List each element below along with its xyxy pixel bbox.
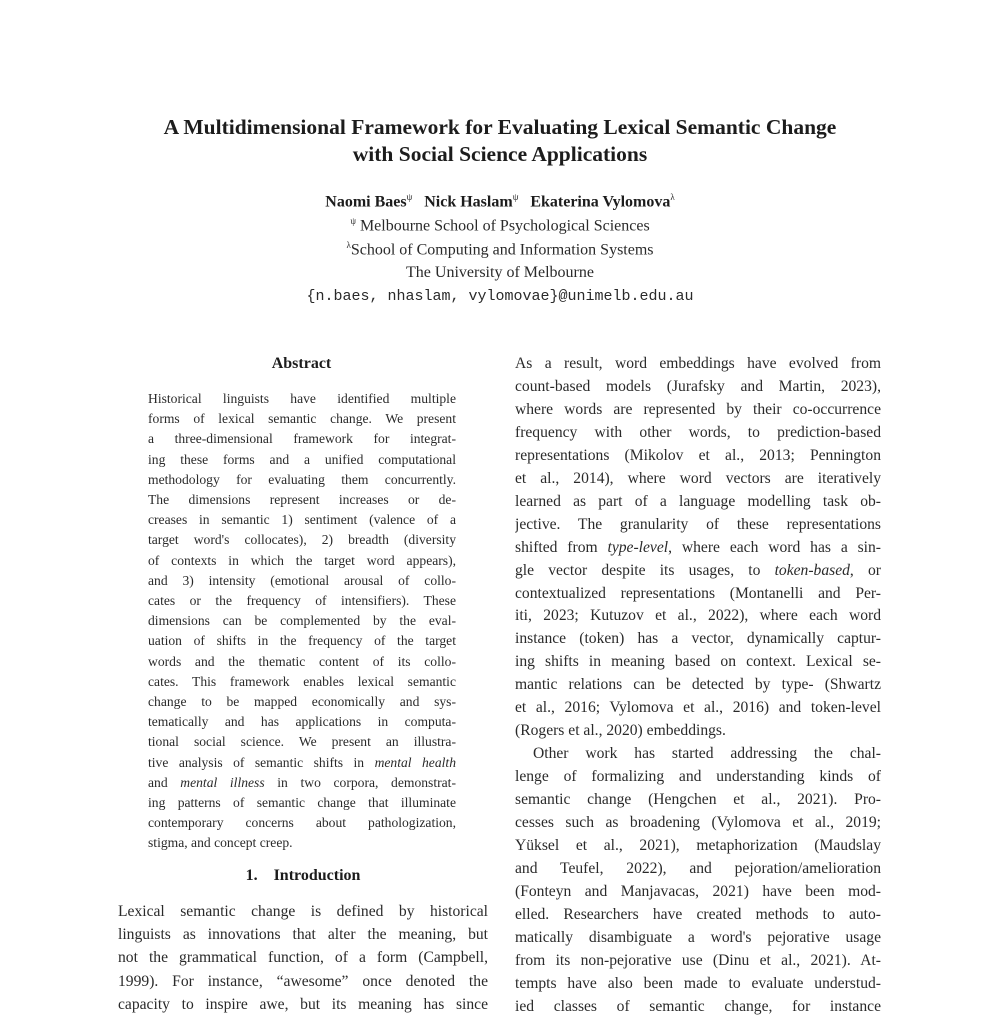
text-line: 1999). For instance, “awesome” once denoted the [118,972,488,990]
text-line: and 3) intensity (emotional arousal of collo- [148,572,456,588]
text-line: lenge of formalizing and understanding kinds of [515,768,881,786]
affiliation-1 [0,216,1000,235]
text-line: As a result, word embeddings have evolved from [515,355,881,372]
text-line: and Teufel, 2022), and pejoration/amelioration [515,859,881,877]
text-line: forms of lexical semantic change. We present [148,411,456,427]
text-line: et al., 2016; Vylomova et al., 2016) and token-level [515,699,881,717]
affiliation-2 [0,240,1000,259]
author-name: Nick Haslam [424,193,513,211]
text-segment: gle vector despite its usages, to [515,561,775,579]
author-name: Ekaterina Vylomova [530,193,671,211]
affiliation-mark: λ [346,240,351,250]
text-line: words and the thematic content of its collo- [148,653,456,669]
text-line: (Fonteyn and Manjavacas, 2021) have been mod- [515,882,881,900]
text-line: learned as part of a language modelling task ob- [515,492,881,510]
text-line: target word's collocates), 2) breadth (diversity [148,532,456,548]
italic-term: mental health [374,754,456,770]
text-line: The dimensions represent increases or de- [148,492,456,508]
text-line: elled. Researchers have created methods to auto- [515,905,881,923]
italic-term: mental illness [180,774,265,790]
text-line: from its non-pejorative use (Dinu et al., 2021). At- [515,951,881,969]
affiliation-mark: ψ [406,192,413,202]
text-line [515,537,881,560]
affiliation-mark: ψ [512,192,519,202]
text-line: mantic relations can be detected by type- (Shwartz [515,676,881,694]
text-line: (Rogers et al., 2020) embeddings. [515,722,726,740]
text-line: tematically and has applications in computa- [148,714,456,730]
right-column-body [515,353,881,1019]
text-line: count-based models (Jurafsky and Martin, 2023), [515,377,881,395]
text-line: Lexical semantic change is defined by historical [118,903,488,920]
text-line: Other work has started addressing the chal- [533,745,881,763]
text-line: uation of shifts in the frequency of the target [148,633,456,649]
affiliation-text: School of Computing and Information Systems [350,241,654,259]
text-line: where words are represented by their co-occurrence [515,400,881,418]
author-emails: {n.baes, nhaslam, vylomovae}@unimelb.edu.au [306,288,694,305]
text-line: a three-dimensional framework for integrat- [148,431,456,447]
author-name: Naomi Baes [325,193,407,211]
text-line: Historical linguists have identified multiple [148,391,456,406]
affiliation-mark: λ [670,192,675,202]
affiliation-text: Melbourne School of Psychological Sciences [359,217,650,235]
paper-title-line-1: A Multidimensional Framework for Evaluating Lexical Semantic Change [163,115,837,139]
text-segment: in two corpora, demonstrat- [264,774,456,790]
university: The University of Melbourne [406,264,594,281]
text-line: dimensions can be complemented by the eval- [148,613,456,629]
text-segment: tive analysis of semantic shifts in [148,754,375,770]
text-line: ing patterns of semantic change that illuminate [148,795,456,811]
text-line: frequency with other words, to prediction-based [515,423,881,441]
paper-title-line-2: with Social Science Applications [352,142,648,166]
text-segment: shifted from [515,538,608,556]
abstract-body [148,389,456,854]
text-line: methodology for evaluating them concurrently. [148,471,456,487]
text-line: cates or the frequency of intensifiers). These [148,593,456,609]
text-line: matically disambiguate a word's pejorative usage [515,928,881,946]
text-line: cates. This framework enables lexical semantic [148,673,456,689]
text-line: tempts have also been made to evaluate understud- [515,974,881,992]
introduction-body [118,900,488,1016]
text-line: representations (Mikolov et al., 2013; Pennington [515,446,881,464]
text-line: stigma, and concept creep. [148,835,293,851]
affiliation-mark: ψ [350,216,356,226]
text-line: creases in semantic 1) sentiment (valence of a [148,512,456,528]
text-segment: , or [849,561,881,579]
text-line: et al., 2014), where word vectors are iteratively [515,469,881,487]
text-line: linguists as innovations that alter the meaning, but [118,926,488,944]
text-line: semantic change (Hengchen et al., 2021). Pro- [515,791,881,809]
introduction-heading: 1. Introduction [245,867,361,884]
text-line: not the grammatical function, of a form (Campbell, [118,949,488,967]
italic-term: token-based [774,561,850,579]
text-line [515,560,881,583]
text-line: ing shifts in meaning based on context. Lexical se- [515,653,881,671]
abstract-heading: Abstract [271,355,332,372]
text-line: of contexts in which the target word appears), [148,552,456,568]
text-line: capacity to inspire awe, but its meaning has since [118,995,488,1013]
text-line [148,773,456,793]
text-line [148,753,456,773]
text-line: cesses such as broadening (Vylomova et al., 2019; [515,814,881,832]
author-list [0,192,1000,211]
text-line: instance (token) has a vector, dynamically captur- [515,630,881,648]
text-line: contemporary concerns about pathologization, [148,815,456,831]
text-line: jective. The granularity of these representations [515,515,881,533]
text-line: tional social science. We present an illustra- [148,734,456,750]
text-line: ied classes of semantic change, for instance [515,997,881,1015]
text-line: ing these forms and a unified computational [148,451,456,467]
text-line: change to be mapped economically and sys- [148,694,456,710]
text-line: iti, 2023; Kutuzov et al., 2022), where each word [515,607,881,625]
text-line: contextualized representations (Montanelli and Per- [515,584,881,602]
text-segment: and [148,774,181,790]
text-segment: , where each word has a sin- [668,538,881,556]
italic-term: type-level [607,538,669,556]
text-line: Yüksel et al., 2021), metaphorization (Maudslay [515,837,881,855]
